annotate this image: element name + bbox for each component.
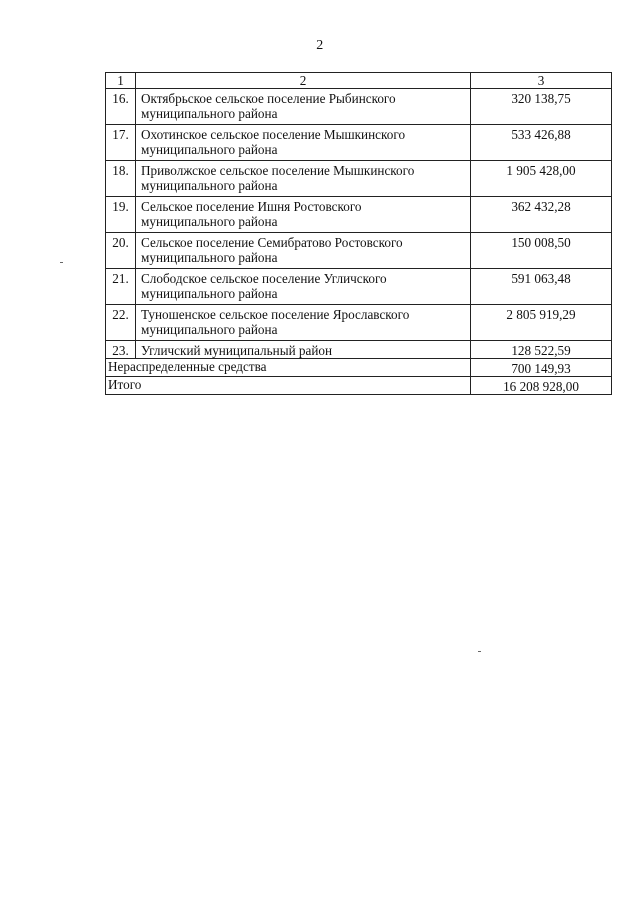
page-number: 2 — [316, 38, 324, 53]
undistributed-value: 700 149,93 — [471, 359, 612, 377]
row-number: 18. — [106, 161, 136, 197]
settlement-name-line: муниципального района — [141, 106, 278, 121]
amount-value: 320 138,75 — [471, 89, 612, 125]
settlement-name-line: муниципального района — [141, 322, 278, 337]
settlement-name-line: Охотинское сельское поселение Мышкинского — [141, 127, 406, 142]
scan-speck — [60, 262, 63, 263]
row-number: 23. — [106, 341, 136, 359]
row-number: 17. — [106, 125, 136, 161]
settlement-name-line: Сельское поселение Семибратово Ростовского — [141, 235, 403, 250]
table-row — [106, 341, 612, 359]
table-row — [106, 125, 612, 161]
table-row — [106, 89, 612, 125]
settlement-name-line: Туношенское сельское поселение Ярославского — [141, 307, 410, 322]
settlement-name — [136, 341, 471, 359]
total-value: 16 208 928,00 — [471, 377, 612, 395]
settlement-name — [136, 233, 471, 269]
table-row — [106, 233, 612, 269]
settlement-name-line: муниципального района — [141, 142, 278, 157]
amount-value: 128 522,59 — [471, 341, 612, 359]
row-number: 19. — [106, 197, 136, 233]
amount-value: 2 805 919,29 — [471, 305, 612, 341]
table-row — [106, 269, 612, 305]
settlement-name — [136, 305, 471, 341]
settlement-name-line: Сельское поселение Ишня Ростовского — [141, 199, 362, 214]
settlement-name-line: Октябрьское сельское поселение Рыбинского — [141, 91, 396, 106]
settlement-name-line: муниципального района — [141, 250, 278, 265]
table-header-row — [106, 73, 612, 89]
total-row — [106, 377, 612, 395]
column-header-1: 1 — [106, 73, 136, 89]
settlement-name-line: муниципального района — [141, 178, 278, 193]
settlement-name — [136, 89, 471, 125]
undistributed-label: Нераспределенные средства — [106, 359, 471, 377]
column-header-3: 3 — [471, 73, 612, 89]
row-number: 16. — [106, 89, 136, 125]
scan-speck — [478, 651, 481, 652]
settlement-name — [136, 161, 471, 197]
undistributed-row — [106, 359, 612, 377]
amount-value: 591 063,48 — [471, 269, 612, 305]
row-number: 22. — [106, 305, 136, 341]
allocation-table — [105, 72, 612, 395]
amount-value: 150 008,50 — [471, 233, 612, 269]
settlement-name — [136, 125, 471, 161]
row-number: 21. — [106, 269, 136, 305]
settlement-name — [136, 197, 471, 233]
table-row — [106, 305, 612, 341]
amount-value: 1 905 428,00 — [471, 161, 612, 197]
row-number: 20. — [106, 233, 136, 269]
amount-value: 533 426,88 — [471, 125, 612, 161]
table-row — [106, 197, 612, 233]
settlement-name-line: муниципального района — [141, 286, 278, 301]
settlement-name-line: Слободское сельское поселение Угличского — [141, 271, 387, 286]
table-row — [106, 161, 612, 197]
settlement-name-line: Приволжское сельское поселение Мышкинского — [141, 163, 415, 178]
total-label: Итого — [106, 377, 471, 395]
settlement-name — [136, 269, 471, 305]
column-header-2: 2 — [136, 73, 471, 89]
settlement-name-line: Угличский муниципальный район — [141, 343, 333, 358]
settlement-name-line: муниципального района — [141, 214, 278, 229]
amount-value: 362 432,28 — [471, 197, 612, 233]
